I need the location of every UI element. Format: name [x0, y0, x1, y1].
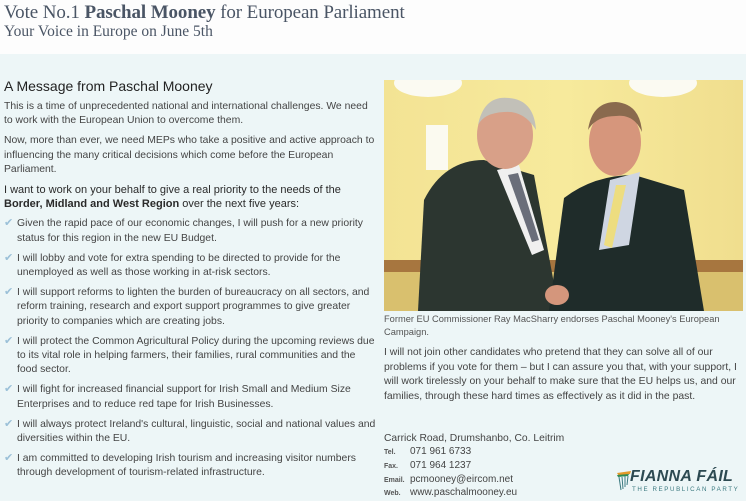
- intro-region: Border, Midland and West Region: [4, 198, 180, 211]
- pledge-item: [4, 335, 376, 378]
- message-heading: A Message from Paschal Mooney: [4, 78, 213, 94]
- pledge-text: Given the rapid pace of our economic changes, I will push for a new priority status for this region in the new EU Budget.: [17, 218, 363, 244]
- pledge-item: [4, 252, 376, 280]
- check-icon: ✔: [4, 452, 14, 465]
- check-icon: ✔: [4, 417, 14, 430]
- message-paragraph-2: Now, more than ever, we need MEPs who take a positive and active approach to influencing the many critical decisions which come before the European Parliament.: [4, 135, 375, 175]
- contact-web: [384, 487, 614, 501]
- intro-text: I want to work on your behalf to give a real priority to the needs of the: [4, 184, 341, 197]
- check-icon: ✔: [4, 286, 14, 299]
- photo-caption: Former EU Commissioner Ray MacSharry endorses Paschal Mooney's European Campaign.: [384, 314, 720, 337]
- logo-name: FIANNA FÁIL: [630, 468, 734, 485]
- contact-block: [384, 431, 614, 501]
- intro-text-end: over the next five years:: [179, 198, 300, 211]
- pledge-text: I will fight for increased financial support for Irish Small and Medium Size Enterprises and to reduce red tape for Irish Businesses.: [17, 384, 351, 410]
- title-prefix: Vote No.1: [4, 2, 85, 23]
- pledge-item: [4, 217, 376, 245]
- page-subtitle: Your Voice in Europe on June 5th: [4, 23, 213, 40]
- title-candidate-name: Paschal Mooney: [84, 2, 216, 23]
- photo-handshake: [545, 285, 569, 305]
- pledge-text: I will protect the Common Agricultural Policy during the upcoming reviews due to its vital role in helping farmers, their families, rural communities and the food sector.: [17, 335, 375, 376]
- message-intro: [4, 183, 376, 211]
- check-icon: ✔: [4, 251, 14, 264]
- fax-label: Fax.: [384, 462, 399, 470]
- contact-fax: [384, 460, 614, 474]
- logo-tagline: THE REPUBLICAN PARTY: [632, 486, 740, 493]
- pledge-item: [4, 286, 376, 329]
- contact-tel: [384, 446, 614, 460]
- email-link[interactable]: pcmooney@eircom.net: [410, 473, 513, 485]
- pledge-item: [4, 418, 376, 446]
- header: [0, 0, 746, 54]
- pledge-item: [4, 452, 376, 480]
- title-suffix: for European Parliament: [215, 2, 405, 23]
- tel-value: 071 961 6733: [410, 446, 472, 457]
- message-column: [4, 78, 376, 487]
- page-title: [4, 2, 405, 24]
- pledge-text: I am committed to developing Irish tourism and increasing visitor numbers through development of tourism-related infrastructure.: [17, 453, 356, 479]
- photo-illustration: [384, 80, 743, 311]
- pledge-item: [4, 383, 376, 411]
- contact-address: Carrick Road, Drumshanbo, Co. Leitrim: [384, 433, 565, 444]
- web-label: Web.: [384, 490, 401, 498]
- pledge-text: I will lobby and vote for extra spending to be directed to provide for the unemployed as well as those working in at-risk sectors.: [17, 252, 341, 279]
- fianna-fail-logo: [616, 470, 746, 498]
- check-icon: ✔: [4, 383, 14, 396]
- pledge-text: I will always protect Ireland's cultural, linguistic, social and national values and diversities within the EU.: [17, 418, 376, 445]
- check-icon: ✔: [4, 334, 14, 347]
- email-label: Email.: [384, 476, 405, 484]
- endorsement-photo: [384, 80, 743, 311]
- fax-value: 071 964 1237: [410, 459, 472, 471]
- closing-paragraph: I will not join other candidates who pretend that they can solve all of our problems if you vote for them – but I can assure you that, with your support, I will work tirelessly on your behalf to make sure that the EU helps us, and our families, through these hard times as effectively as it did in the past.: [384, 347, 737, 402]
- web-link[interactable]: www.paschalmooney.eu: [410, 487, 518, 499]
- contact-email: [384, 474, 614, 488]
- tel-label: Tel.: [384, 449, 396, 456]
- message-paragraph-1: This is a time of unprecedented national and international challenges. We need to work with the European Union to overcome them.: [4, 101, 368, 127]
- check-icon: ✔: [4, 217, 14, 230]
- pledge-text: I will support reforms to lighten the burden of bureaucracy on all sectors, and reform training, research and export support programmes to give greater priority to companies which are creating jobs.: [17, 287, 370, 327]
- pledge-list: [4, 217, 376, 480]
